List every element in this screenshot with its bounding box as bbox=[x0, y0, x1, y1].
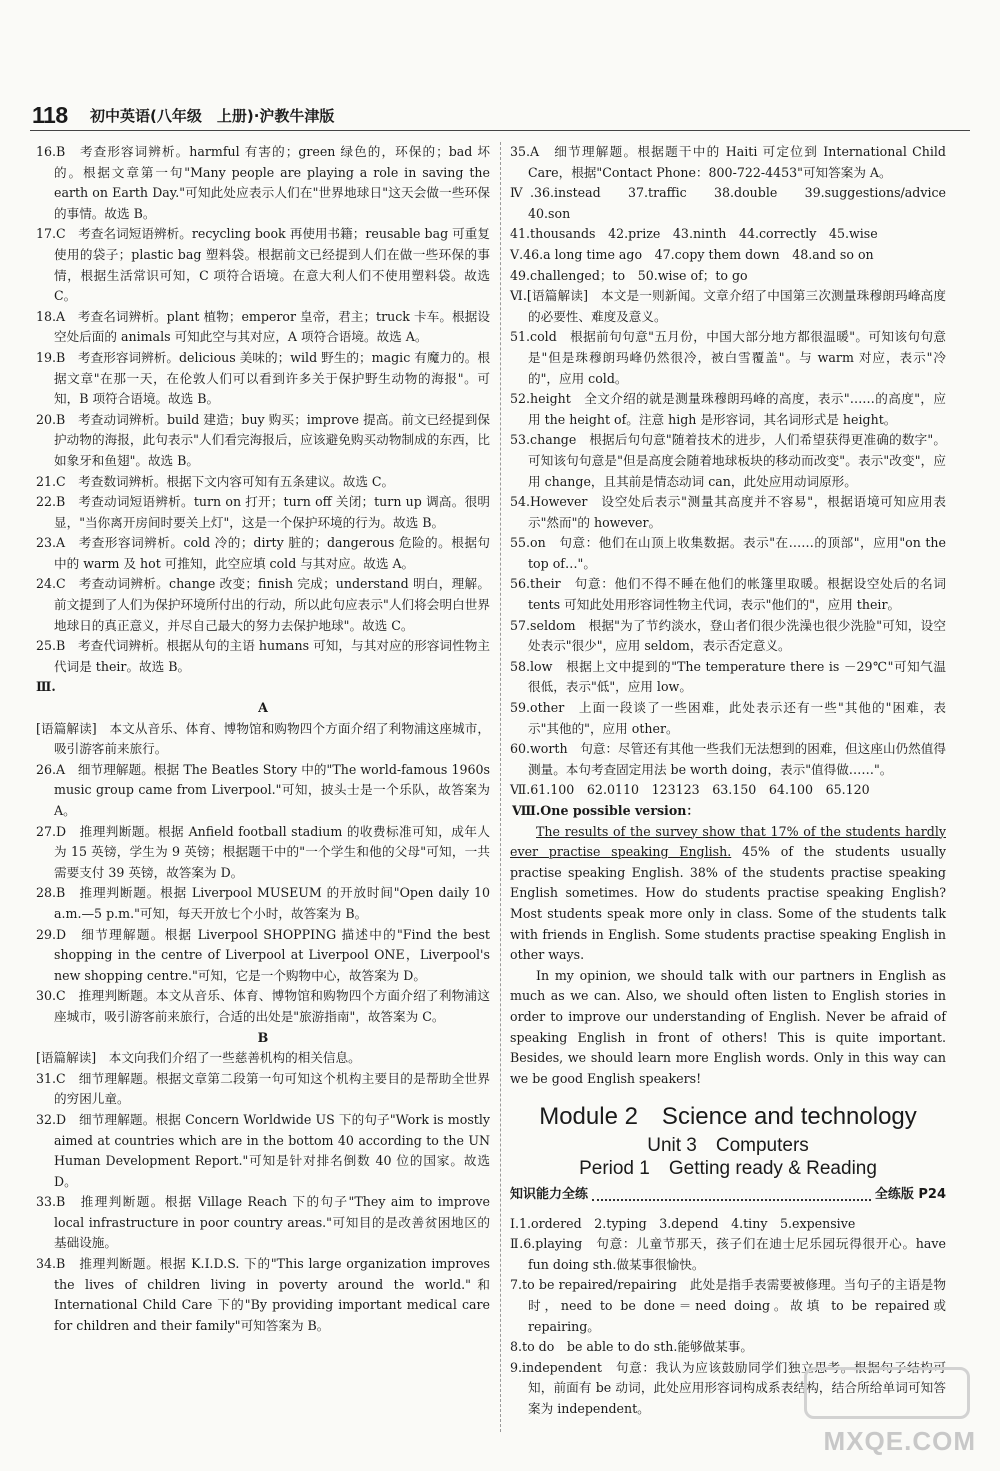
ability-label: 知识能力全练 bbox=[510, 1187, 589, 1203]
answer-item: 35.A 细节理解题。根据题干中的 Haiti 可定位到 International Child Care，根据"Contact Phone：800-722-4453"可知答案为 A。 bbox=[510, 144, 946, 180]
dotted-leader bbox=[592, 1189, 871, 1201]
answer-item: 54.However 设空处后表示"测量其高度并不容易"，根据语境可知应用表示"然而"的 however。 bbox=[510, 494, 946, 530]
answer-item: 19.B 考查形容词辨析。delicious 美味的；wild 野生的；magic 有魔力的。根据文章"在那一天，在伦敦人们可以看到许多关于保护野生动物的海报"。可知，B 项符合语境。故选 B。 bbox=[36, 349, 490, 407]
answer-item: 58.low 根据上文中提到的"The temperature there is －29℃"可知气温很低，表示"低"，应用 low。 bbox=[510, 658, 946, 695]
answer-item: 21.C 考查数词辨析。根据下文内容可知有五条建议。故选 C。 bbox=[36, 473, 395, 489]
answer-item: 32.D 细节理解题。根据 Concern Worldwide US 下的句子"Work is mostly aimed at countries which are in the bottom 40 according to the UN Human Development Report."可知是针对排名倒数 40 位的国家。故选 D。 bbox=[36, 1111, 490, 1189]
column-divider bbox=[500, 142, 501, 1432]
answer-item: 55.on 句意：他们在山顶上收集数据。表示"在……的顶部"，应用"on the top of…"。 bbox=[510, 535, 946, 571]
answer-item: 8.to do be able to do sth.能够做某事。 bbox=[510, 1339, 753, 1355]
module-title: Module 2 Science and technology bbox=[539, 1103, 917, 1131]
passage-summary: [语篇解读] 本文从音乐、体育、博物馆和购物四个方面介绍了利物浦这座城市，吸引游客前来旅行。 bbox=[36, 720, 490, 757]
answer-item: 29.D 细节理解题。根据 Liverpool SHOPPING 描述中的"Find the best shopping in the centre of Liverpool at Liverpool ONE，Liverpool's new shopping centre."可知，它是一个购物中心，故答案为 D。 bbox=[36, 926, 490, 983]
book-title: 初中英语(八年级 上册)·沪教牛津版 bbox=[90, 107, 335, 125]
ability-reference: 全练版 P24 bbox=[874, 1187, 946, 1203]
essay-paragraph-2: In my opinion, we should talk with our partners in English as much as we can. Also, we should often listen to English stories in order to improve our understanding of English. Never be afraid of speaking English in front of others! This is quite important. Besides, we should learn more English words. Only in this way can we be good English speakers! bbox=[510, 967, 946, 1086]
answer-item: 57.seldom 根据"为了节约淡水，登山者们很少洗澡也很少洗脸"可知，设空处表示"很少"，应用 seldom，表示否定意义。 bbox=[510, 617, 946, 654]
answer-item: 52.height 全文介绍的就是测量珠穆朗玛峰的高度，表示"……的高度"，应用 the height of。注意 high 是形容词，其名词形式是 height。 bbox=[510, 391, 946, 427]
answer-line: 41.thousands 42.prize 43.ninth 44.correctly 45.wise bbox=[510, 226, 878, 242]
right-column bbox=[510, 142, 959, 1420]
answer-item: 7.to be repaired/repairing 此处是指手表需要被修理。当句子的主语是物时，need to be done＝need doing。故填 to be repaired或 repairing。 bbox=[510, 1277, 946, 1334]
essay-underlined-sentence: The results of the survey show that 17% of the students hardly ever practise speaking English. bbox=[510, 823, 946, 860]
answer-item: 25.B 考查代词辨析。根据从句的主语 humans 可知，与其对应的形容词性物主代词是 their。故选 B。 bbox=[36, 638, 490, 674]
answer-item: 28.B 推理判断题。根据 Liverpool MUSEUM 的开放时间"Open daily 10 a.m.—5 p.m."可知，每天开放七个小时，故答案为 B。 bbox=[36, 885, 490, 921]
answer-item: 31.C 细节理解题。根据文章第二段第一句可知这个机构主要目的是帮助全世界的穷困儿童。 bbox=[36, 1070, 490, 1107]
answer-item: 18.A 考查名词辨析。plant 植物；emperor 皇帝，君主；truck 卡车。根据设空处后面的 animals 可知此空与其对应，A 项符合语境。故选 A。 bbox=[36, 308, 490, 345]
answer-line: Ⅶ.61.100 62.0110 123123 63.150 64.100 65.120 bbox=[510, 782, 870, 798]
answer-item: 17.C 考查名词短语辨析。recycling book 再使用书籍；reusable bag 可重复使用的袋子；plastic bag 塑料袋。根据前文已经提到人们在做一些环保的事情，根据生活常识可知，C 项符合语境。在意大利人们不使用塑料袋。故选 C。 bbox=[36, 226, 490, 304]
watermark-logo-icon bbox=[804, 1367, 970, 1419]
answer-item: 51.cold 根据前句句意"五月份，中国大部分地方都很温暖"。可知该句句意是"但是珠穆朗玛峰仍然很冷，被白雪覆盖"。与 warm 对应，表示"冷的"，应用 cold。 bbox=[510, 329, 946, 386]
answer-item: 26.A 细节理解题。根据 The Beatles Story 中的"The world-famous 1960s music group came from Liverpool."可知，披头士是一个乐队，故答案为 A。 bbox=[36, 761, 490, 818]
answer-item: 53.change 根据后句句意"随着技术的进步，人们希望获得更准确的数字"。可知该句句意是"但是高度会随着地球板块的移动而改变"。表示"改变"，应用 change，且其前是情态动词 can，此处应用动词原形。 bbox=[510, 432, 946, 489]
essay-paragraph-1 bbox=[510, 822, 946, 966]
answer-item: 22.B 考查动词短语辨析。turn on 打开；turn off 关闭；turn up 调高。很明显，"当你离开房间时要关上灯"，这是一个保护环境的行为。故选 B。 bbox=[36, 494, 490, 530]
answer-item: 20.B 考查动词辨析。build 建造；buy 购买；improve 提高。前文已经提到保护动物的海报，此句表示"人们看完海报后，应该避免购买动物制成的东西，比如象牙和鱼翅"。故选 B。 bbox=[36, 411, 490, 468]
answer-item: 30.C 推理判断题。本文从音乐、体育、博物馆和购物四个方面介绍了利物浦这座城市，吸引游客前来旅行，合适的出处是"旅游指南"，故答案为 C。 bbox=[36, 988, 490, 1024]
answer-item: 34.B 推理判断题。根据 K.I.D.S. 下的"This large organization improves the lives of children living in poverty around the world."和 International Child Care 下的"By providing important medical care for children and their family"可知答案为 B。 bbox=[36, 1256, 490, 1333]
answer-item: 24.C 考查动词辨析。change 改变；finish 完成；understand 明白，理解。前文提到了人们为保护环境所付出的行动，所以此句应表示"人们将会明白世界地球日的真正意义，并尽自己最大的努力去保护地球"。故选 C。 bbox=[36, 576, 490, 633]
answer-line: Ⅳ.36.instead 37.traffic 38.double 39.suggestions/advice 40.son bbox=[510, 185, 959, 221]
answer-item: 56.their 句意：他们不得不睡在他们的帐篷里取暖。根据设空处后的名词 tents 可知此处用形容词性物主代词，表示"他们的"，应用 their。 bbox=[510, 576, 946, 613]
watermark-text: MXQE.COM bbox=[823, 1426, 976, 1456]
answer-line: Ⅴ.46.a long time ago 47.copy them down 48.and so on bbox=[510, 246, 874, 262]
answer-item: 16.B 考查形容词辨析。harmful 有害的；green 绿色的，环保的；bad 坏的。根据文章第一句"Many people are playing a role in saving the earth on Earth Day."可知此处应表示人们在"世界地球日"这天会做一些环保的事情。故选 B。 bbox=[36, 144, 490, 221]
essay-label: Ⅷ.One possible version： bbox=[512, 803, 699, 818]
answer-item: 60.worth 句意：尽管还有其他一些我们无法想到的困难，但这座山仍然值得测量。本句考查固定用法 be worth doing，表示"值得做……"。 bbox=[510, 741, 946, 777]
section-number: Ⅲ. bbox=[36, 679, 56, 695]
answer-item: 27.D 推理判断题。根据 Anfield football stadium 的收费标准可知，成年人为 15 英镑，学生为 9 英镑；根据题干中的"一个学生和他的父母"可知，一共需要支付 39 英镑，故答案为 D。 bbox=[36, 823, 490, 880]
passage-summary: Ⅵ.[语篇解读] 本文是一则新闻。文章介绍了中国第三次测量珠穆朗玛峰高度的必要性、难度及意义。 bbox=[510, 288, 946, 324]
passage-label-b: B bbox=[257, 1029, 269, 1045]
page-number: 118 bbox=[32, 102, 68, 128]
essay-paragraph-1-rest: 45% of the students usually practise speaking English. 38% of the students practise speaking English sometimes. How do students practise speaking English? Most students speak more only in class. Some of the students talk with friends in English. Some students practise speaking English in other ways. bbox=[510, 844, 946, 963]
answer-line: Ⅰ.1.ordered 2.typing 3.depend 4.tiny 5.expensive bbox=[510, 1215, 856, 1231]
period-title: Period 1 Getting ready & Reading bbox=[579, 1157, 877, 1179]
unit-title: Unit 3 Computers bbox=[647, 1134, 809, 1156]
left-column bbox=[36, 142, 490, 1336]
answer-item: Ⅱ.6.playing 句意：儿童节那天，孩子们在迪士尼乐园玩得很开心。have fun doing sth.做某事很愉快。 bbox=[510, 1236, 946, 1272]
answer-line: 49.challenged；to 50.wise of；to go bbox=[510, 267, 748, 283]
passage-summary: [语篇解读] 本文向我们介绍了一些慈善机构的相关信息。 bbox=[36, 1050, 361, 1066]
ability-heading bbox=[510, 1185, 946, 1206]
answer-item: 33.B 推理判断题。根据 Village Reach 下的句子"They aim to improve local infrastructure in poor country areas."可知目的是改善贫困地区的基础设施。 bbox=[36, 1194, 490, 1251]
passage-label-a: A bbox=[258, 700, 268, 716]
answer-item: 59.other 上面一段谈了一些困难，此处表示还有一些"其他的"困难，表示"其他的"，应用 other。 bbox=[510, 700, 946, 736]
answer-item: 23.A 考查形容词辨析。cold 冷的；dirty 脏的；dangerous 危险的。根据句中的 warm 及 hot 可推知，此空应填 cold 与其对应。故选 A。 bbox=[36, 535, 490, 571]
answer-item: 9.independent 句意：我认为应该鼓励同学们独立思考。根据句子结构可知，前面有 be 动词，此处应用形容词构成系表结构，结合所给单词可知答案为 independent。 bbox=[510, 1359, 946, 1417]
page-header bbox=[30, 102, 970, 131]
